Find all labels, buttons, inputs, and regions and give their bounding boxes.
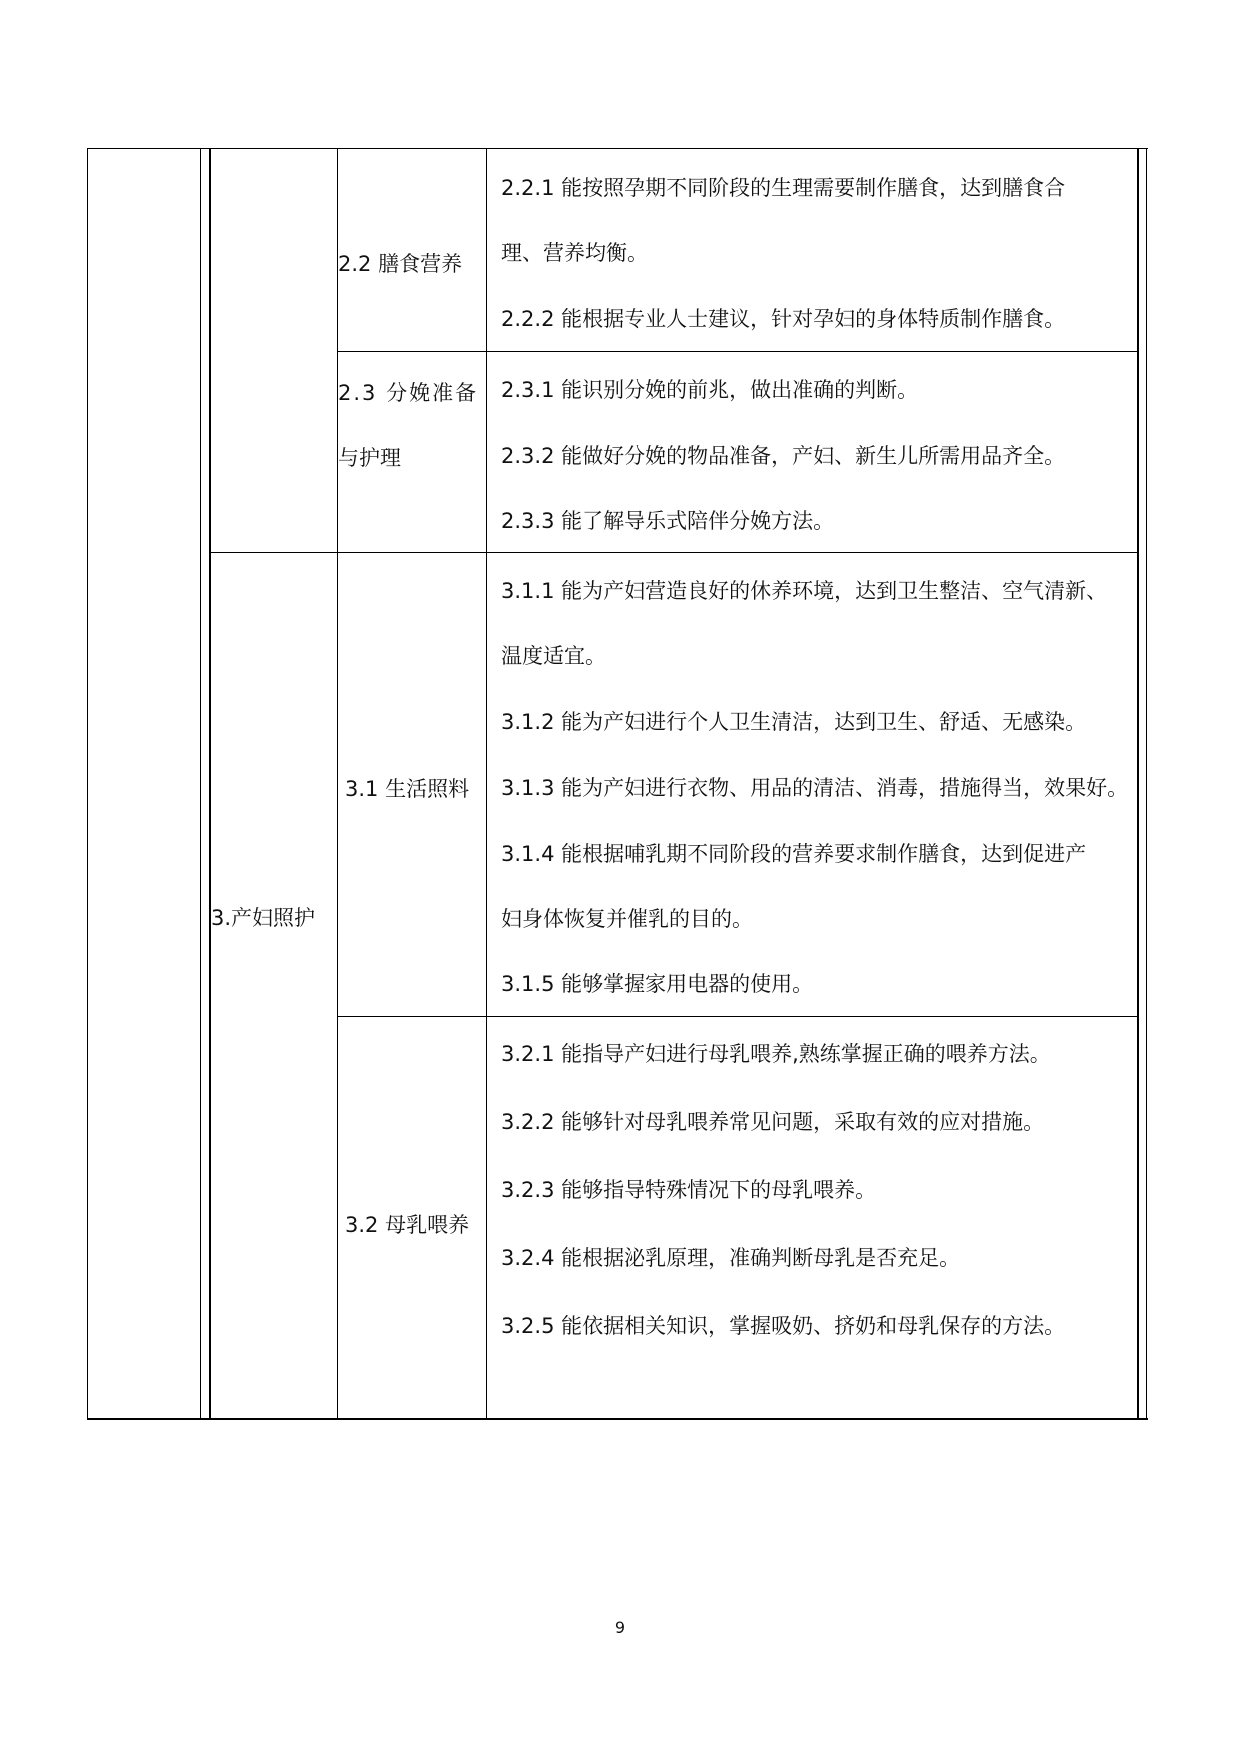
table-top-border	[87, 148, 1148, 149]
row-divider-3-1	[337, 1016, 1138, 1017]
column-divider-3	[337, 148, 338, 1419]
list-item: 理、营养均衡。	[501, 241, 648, 265]
subsection-title-line: 与护理	[338, 446, 401, 470]
list-item: 3.2.2 能够针对母乳喂养常见问题，采取有效的应对措施。	[501, 1110, 1045, 1134]
page-number: 9	[614, 1618, 626, 1637]
column-divider-1	[200, 148, 201, 1419]
table-right-border	[1146, 148, 1147, 1419]
list-item: 3.1.4 能根据哺乳期不同阶段的营养要求制作膳食，达到促进产	[501, 842, 1087, 866]
list-item: 3.2.3 能够指导特殊情况下的母乳喂养。	[501, 1178, 877, 1202]
list-item: 2.3.1 能识别分娩的前兆，做出准确的判断。	[501, 378, 919, 402]
subsection-title-line: 2.3 分娩准备	[338, 381, 479, 405]
row-divider-2-2	[337, 351, 1138, 352]
category-3-title: 3.产妇照护	[211, 906, 316, 930]
list-item: 3.1.2 能为产妇进行个人卫生清洁，达到卫生、舒适、无感染。	[501, 710, 1087, 734]
subsection-2-2-title: 2.2 膳食营养	[338, 252, 463, 276]
list-item: 3.1.1 能为产妇营造良好的休养环境，达到卫生整洁、空气清新、	[501, 579, 1108, 603]
table-left-border	[87, 148, 88, 1419]
subsection-3-2-title: 3.2 母乳喂养	[345, 1213, 470, 1237]
list-item: 妇身体恢复并催乳的目的。	[501, 907, 753, 931]
table-right-border-inner	[1137, 148, 1139, 1419]
list-item: 3.2.4 能根据泌乳原理，准确判断母乳是否充足。	[501, 1246, 961, 1270]
table-bottom-border	[87, 1418, 1148, 1420]
list-item: 温度适宜。	[501, 644, 606, 668]
column-divider-2	[209, 148, 211, 1419]
list-item: 2.2.2 能根据专业人士建议，针对孕妇的身体特质制作膳食。	[501, 307, 1066, 331]
list-item: 3.1.5 能够掌握家用电器的使用。	[501, 972, 814, 996]
list-item: 3.1.3 能为产妇进行衣物、用品的清洁、消毒，措施得当，效果好。	[501, 776, 1129, 800]
row-divider-section-3	[209, 552, 1138, 553]
list-item: 3.2.1 能指导产妇进行母乳喂养,熟练掌握正确的喂养方法。	[501, 1042, 1051, 1066]
list-item: 2.3.2 能做好分娩的物品准备，产妇、新生儿所需用品齐全。	[501, 444, 1066, 468]
list-item: 3.2.5 能依据相关知识，掌握吸奶、挤奶和母乳保存的方法。	[501, 1314, 1066, 1338]
list-item: 2.2.1 能按照孕期不同阶段的生理需要制作膳食，达到膳食合	[501, 176, 1066, 200]
list-item: 2.3.3 能了解导乐式陪伴分娩方法。	[501, 509, 835, 533]
subsection-3-1-title: 3.1 生活照料	[345, 777, 470, 801]
